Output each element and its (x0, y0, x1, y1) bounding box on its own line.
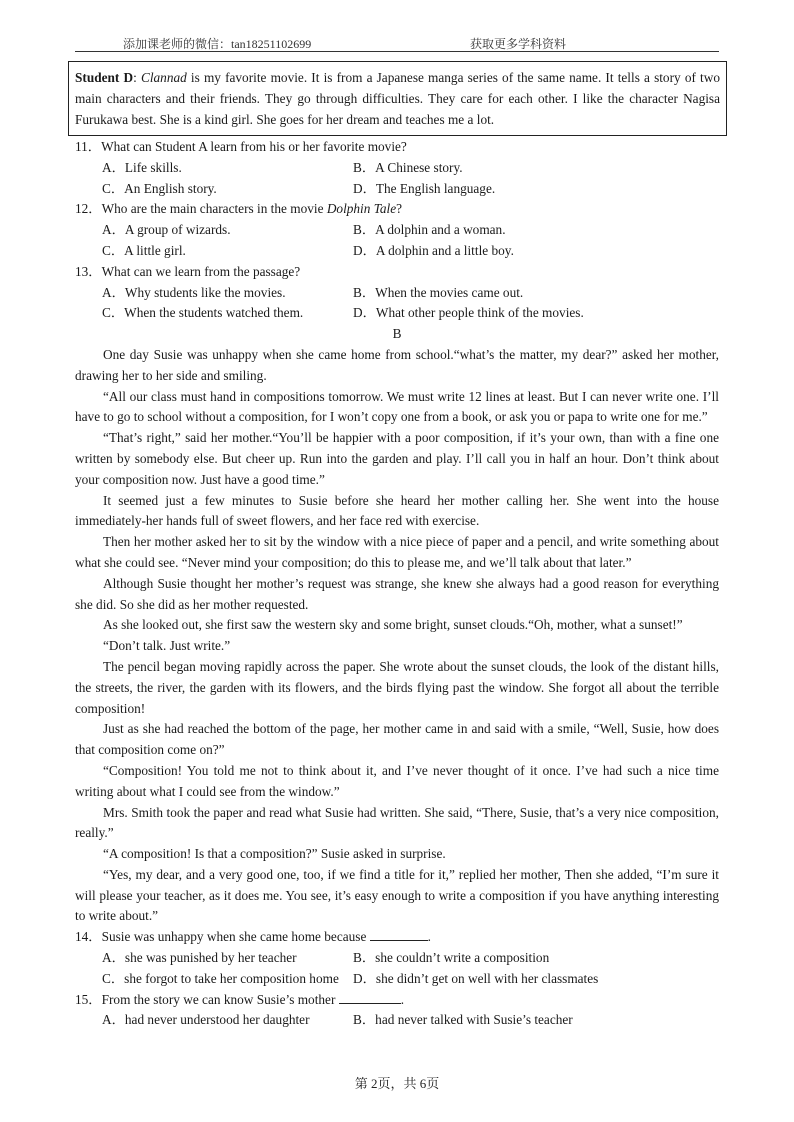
option-11-a: A．Life skills. (102, 159, 182, 175)
option-14-b: B．she couldn’t write a composition (353, 950, 550, 966)
header-more-materials: 获取更多学科资料 (470, 37, 567, 51)
passage-paragraph: Then her mother asked her to sit by the window with a nice piece of paper and a pencil, and write something about what she could see. “Never mind your composition; do this to please me, and we’ll talk about that later.” (75, 534, 719, 570)
passage-paragraph: Mrs. Smith took the paper and read what Susie had written. She said, “There, Susie, that’s a very nice composition, really.” (75, 804, 719, 841)
option-13-d: D．What other people think of the movies. (353, 305, 584, 321)
question-15-options (75, 1010, 719, 1031)
question-12-pre: 12．Who are the main characters in the movie (75, 201, 327, 217)
option-15-b: B．had never talked with Susie’s teacher (353, 1012, 573, 1028)
option-12-d: D．A dolphin and a little boy. (353, 242, 514, 258)
option-11-d: D．The English language. (353, 180, 496, 196)
question-13-options (75, 283, 719, 325)
option-15-a: A．had never understood her daughter (102, 1012, 310, 1028)
option-13-a: A．Why students like the movies. (102, 284, 286, 300)
option-11-b: B．A Chinese story. (353, 159, 463, 175)
student-d-colon: : (133, 70, 141, 85)
question-11: 11．What can Student A learn from his or her favorite movie? (75, 139, 407, 154)
section-b-heading: B (392, 326, 402, 342)
student-d-label: Student D (75, 70, 134, 85)
answer-blank (370, 928, 428, 941)
question-12 (75, 199, 719, 220)
question-12-movie: Dolphin Tale (326, 201, 397, 217)
student-d-movie: Clannad (140, 70, 187, 85)
passage-paragraph: “Yes, my dear, and a very good one, too, if we find a title for it,” replied her mother, Then she added, “I’m sure it will please your teacher, as it does me. You see, it’s easy enough to write a composition if you have anything interesting to write about.” (75, 866, 719, 924)
passage-paragraph: “Don’t talk. Just write.” (103, 638, 231, 654)
option-12-a: A．A group of wizards. (102, 222, 231, 238)
question-15-end: . (400, 991, 405, 1007)
student-d-box (68, 61, 727, 136)
passage-paragraph: Although Susie thought her mother’s request was strange, she knew she always had a good reason for everything she did. So she did as her mother requested. (75, 575, 719, 612)
option-13-b: B．When the movies came out. (353, 284, 524, 300)
passage-paragraph: “A composition! Is that a composition?” Susie asked in surprise. (103, 846, 446, 862)
page-footer: 第 2页，共 6页 (354, 1076, 440, 1091)
option-14-c: C．she forgot to take her composition home (102, 970, 339, 986)
option-14-a: A．she was punished by her teacher (102, 950, 297, 966)
question-15 (75, 990, 719, 1011)
question-12-options (75, 220, 719, 262)
answer-blank (339, 991, 401, 1004)
option-13-c: C．When the students watched them. (102, 305, 304, 321)
passage-paragraph: As she looked out, she first saw the western sky and some bright, sunset clouds.“Oh, mother, what a sunset!” (103, 617, 683, 633)
main-content (75, 137, 719, 1031)
passage-paragraph: Just as she had reached the bottom of the page, her mother came in and said with a smile, “Well, Susie, how does that composition come on?” (75, 721, 719, 758)
option-12-b: B．A dolphin and a woman. (353, 222, 506, 238)
question-15-text: 15．From the story we can know Susie’s mother (75, 991, 339, 1007)
student-d-text: is my favorite movie. It is from a Japanese manga series of the same name. It tells a story of two main characters and their friends. They go through difficulties. They care for each other. I like the character Nagisa Furukawa best. She is a kind girl. She goes for her dream and teaches me a lot. (75, 70, 720, 127)
passage-paragraph: “Composition! You told me not to think about it, and I’ve never thought of it once. I’ve had such a nice time writing about what I could see from the window.” (75, 762, 719, 799)
passage-paragraph: “That’s right,” said her mother.“You’ll be happier with a poor composition, if it’s your own, than with a fine one written by somebody else. But cheer up. Run into the garden and play. I’ll call you in half an hour. Don’t think about your composition now. Just have a good time.” (75, 430, 719, 487)
option-14-d: D．she didn’t get on well with her classmates (353, 970, 599, 986)
option-12-c: C．A little girl. (102, 242, 186, 258)
question-14-text: 14．Susie was unhappy when she came home because (75, 929, 370, 945)
question-14-end: . (427, 929, 431, 945)
passage-paragraph: It seemed just a few minutes to Susie before she heard her mother calling her. She went into the house immediately-her hands full of sweet flowers, and her face red with exercise. (75, 492, 719, 529)
question-14 (75, 927, 719, 948)
question-11-options (75, 158, 719, 200)
option-11-c: C．An English story. (102, 180, 217, 196)
header-wechat-note: 添加课老师的微信：tan18251102699 (123, 37, 312, 51)
page-header (75, 33, 719, 52)
passage-paragraph: “All our class must hand in compositions tomorrow. We must write 12 lines at least. But I can never write one. I’ll have to go to school without a composition, for I won’t copy one from a book, or ask you or papa to write one for me.” (75, 388, 719, 425)
question-14-options (75, 948, 719, 990)
question-13: 13．What can we learn from the passage? (75, 263, 301, 279)
question-12-post: ? (396, 201, 403, 217)
passage-paragraph: One day Susie was unhappy when she came home from school.“what’s the matter, my dear?” asked her mother, drawing her to her side and smiling. (75, 346, 719, 383)
passage-paragraph: The pencil began moving rapidly across the paper. She wrote about the sunset clouds, the look of the distant hills, the streets, the river, the garden with its flowers, and the birds flying past the window. She forgot all about the terrible composition! (75, 658, 719, 716)
